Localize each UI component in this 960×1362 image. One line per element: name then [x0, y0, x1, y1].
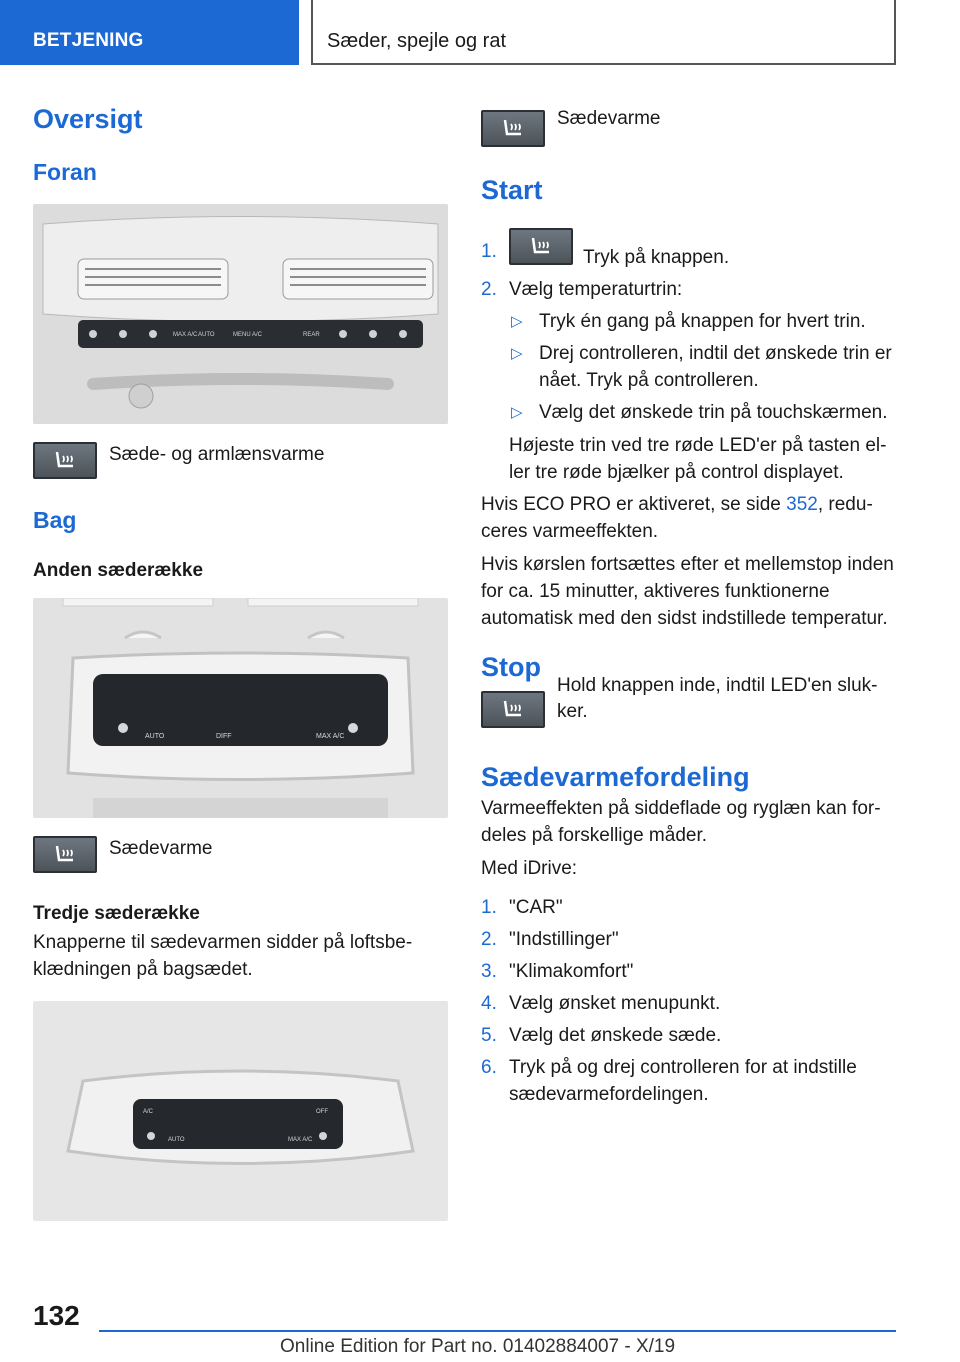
seat-heating-button-icon: [481, 110, 545, 147]
start-steps: [481, 222, 896, 486]
step-number: 2.: [481, 279, 497, 300]
triangle-bullet-icon: ▷: [511, 404, 523, 421]
top-icon-label: Sædevarme: [557, 108, 661, 129]
header-section-tab: BETJENING: [0, 0, 299, 65]
step-text: Tryk på knappen.: [583, 247, 730, 268]
dist-step-5: 5. Vælg det ønskede sæde.: [481, 1025, 722, 1046]
page-number: 132: [33, 1300, 80, 1331]
front-panel-auto-label: AUTO: [198, 332, 215, 338]
overview-title: Oversigt: [33, 104, 143, 134]
distribution-text: Varmeeffekten på siddeflade og ryglæn kan fordeles på forskellige måder.: [481, 798, 881, 846]
start-note: Højeste trin ved tre røde LED'er på tasten eller tre røde bjælker på control displayet.: [509, 435, 887, 483]
third-panel-auto-label: AUTO: [168, 1137, 185, 1143]
second-row-icon-label: Sædevarme: [109, 838, 213, 859]
front-icon-row: [33, 442, 448, 479]
distribution-heading: Sædevarmefordeling: [481, 762, 750, 792]
third-row-panel-photo: [33, 1001, 448, 1221]
third-panel-ac-label: A/C: [143, 1109, 154, 1115]
idrive-label: Med iDrive:: [481, 858, 578, 879]
third-panel-maxac-label: MAX A/C: [288, 1137, 313, 1143]
rear-heading: Bag: [33, 507, 77, 533]
start-step-2: [481, 276, 896, 486]
dist-step-3: 3. "Klimakomfort": [481, 961, 634, 982]
left-column: [33, 100, 448, 1221]
front-heading: Foran: [33, 159, 97, 185]
substep-1: ▷ Tryk én gang på knappen for hvert trin.: [509, 308, 896, 335]
third-panel-off-label: OFF: [316, 1109, 328, 1115]
page-link-352[interactable]: 352: [786, 494, 818, 515]
stop-heading: Stop: [481, 652, 541, 682]
second-row-panel-photo: [33, 598, 448, 818]
start-heading: Start: [481, 175, 543, 205]
front-climate-panel-photo: [33, 204, 448, 424]
start-substeps: [509, 308, 896, 426]
header-chapter-title: Sæder, spejle og rat: [311, 0, 896, 65]
triangle-bullet-icon: ▷: [511, 313, 523, 330]
distribution-steps: [481, 894, 896, 1108]
dist-step-6: 6. Tryk på og drej controlleren for at indstille sædevarmefordelingen.: [481, 1057, 857, 1105]
triangle-bullet-icon: ▷: [511, 345, 523, 362]
third-row-heading: Tredje sæderække: [33, 903, 200, 924]
second-row-icon-row: [33, 836, 448, 873]
dist-step-1: 1. "CAR": [481, 897, 563, 918]
eco-pro-note: Hvis ECO PRO er aktiveret, se side 352, reduceres varmeeffekten.: [481, 494, 873, 542]
third-row-text: Knapperne til sædevarmen sidder på loftsbeklædningen på bagsædet.: [33, 932, 413, 980]
right-column: [481, 100, 896, 1113]
front-panel-illustration: [33, 204, 448, 424]
top-icon-row: [481, 110, 896, 147]
stop-icon-row: [481, 675, 896, 728]
footer-divider: [99, 1330, 896, 1332]
substep-3: ▷ Vælg det ønskede trin på touchskærmen.: [509, 399, 896, 426]
seat-heating-button-icon: [509, 228, 573, 265]
dist-step-2: 2. "Indstillinger": [481, 929, 619, 950]
front-panel-rear-label: REAR: [303, 332, 320, 338]
seat-heating-button-icon: [33, 836, 97, 873]
dist-step-4: 4. Vælg ønsket menupunkt.: [481, 993, 721, 1014]
rear-panel-diff-label: DIFF: [216, 733, 232, 740]
second-row-panel-illustration: [33, 598, 448, 818]
step-text: Vælg temperaturtrin:: [509, 279, 683, 300]
footer-edition: Online Edition for Part no. 01402884007 - X/19: [280, 1336, 676, 1357]
front-panel-menu-label: MENU A/C: [233, 332, 263, 338]
rear-panel-auto-label: AUTO: [145, 733, 165, 740]
substep-2: ▷ Drej controlleren, indtil det ønskede trin er nået. Tryk på controlleren.: [509, 340, 896, 394]
front-panel-maxac-label: MAX A/C: [173, 332, 198, 338]
start-step-1: [481, 222, 896, 271]
stop-text: Hold knappen inde, indtil LED'en slukker.: [557, 675, 878, 722]
pause-note: Hvis kørslen fortsættes efter et mellemstop inden for ca. 15 minutter, aktiveres funktionerne automatisk med den sidst indstillede temperatur.: [481, 554, 894, 629]
seat-heating-button-icon: [481, 691, 545, 728]
third-row-panel-illustration: [33, 1001, 448, 1221]
rear-panel-maxac-label: MAX A/C: [316, 733, 345, 740]
second-row-heading: Anden sæderække: [33, 560, 204, 581]
front-icon-label: Sæde- og armlænsvarme: [109, 444, 325, 465]
step-number: 1.: [481, 241, 497, 262]
seat-heating-button-icon: [33, 442, 97, 479]
